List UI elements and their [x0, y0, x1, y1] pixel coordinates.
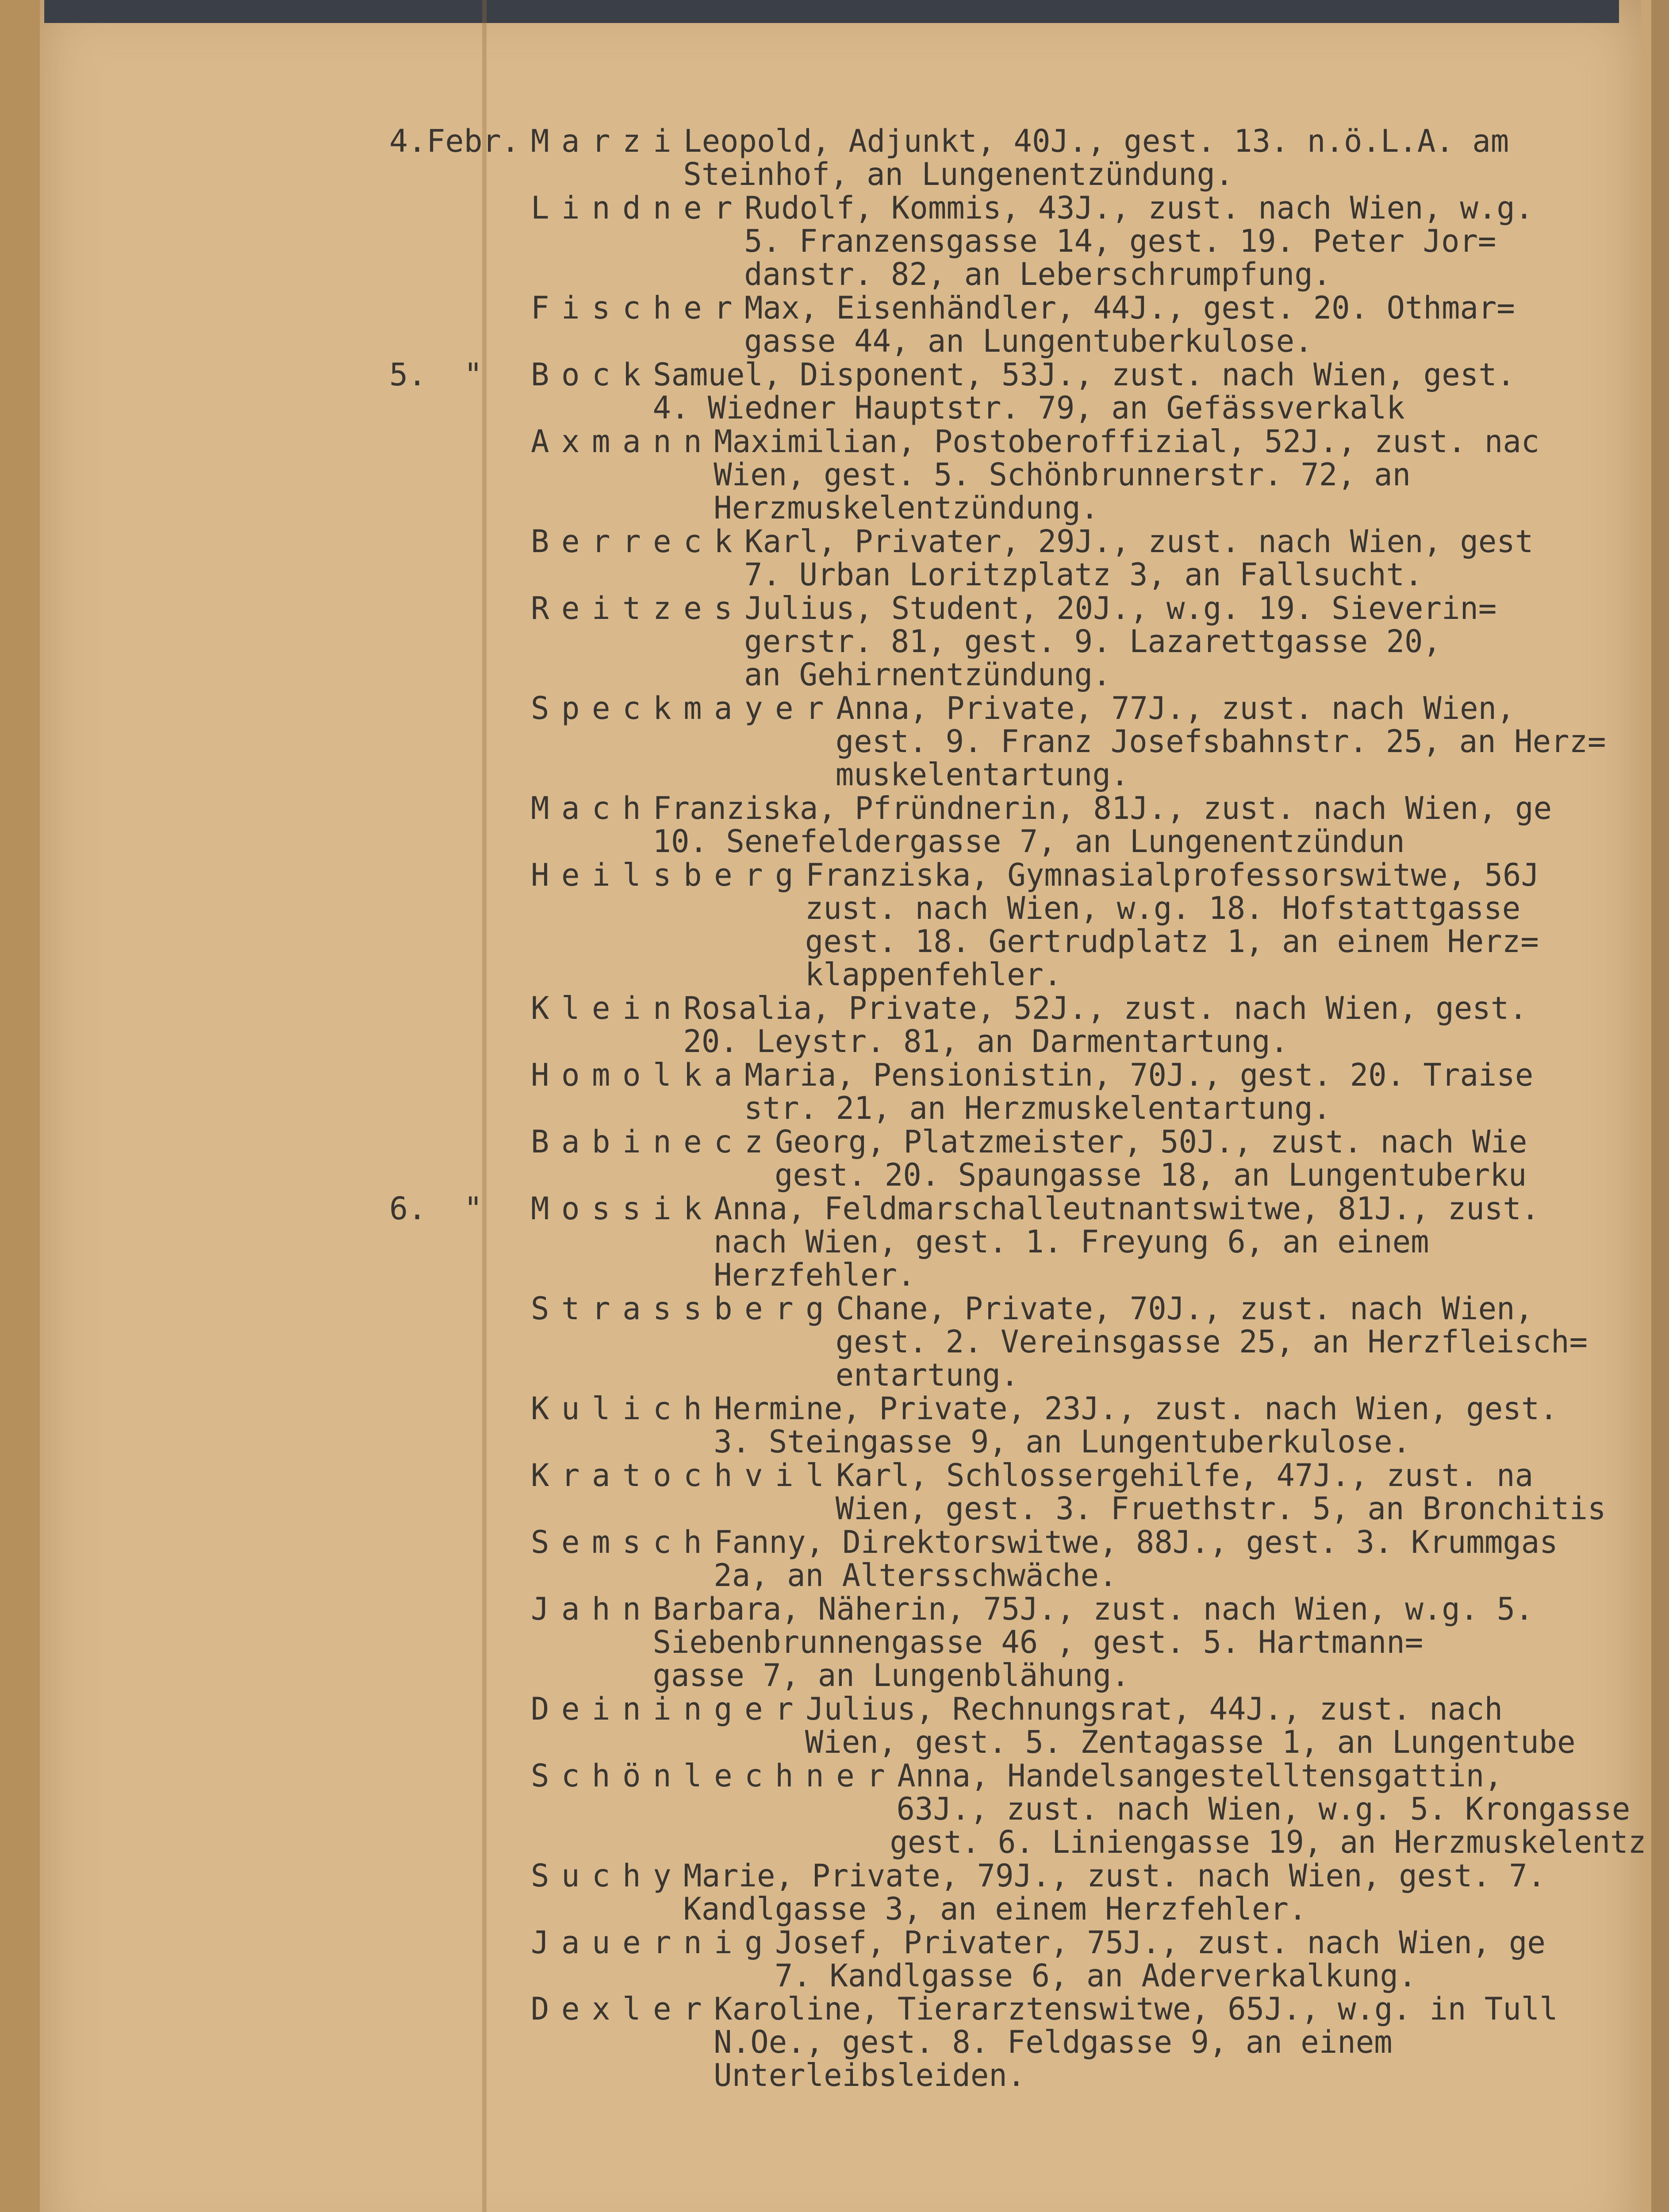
entry-text	[531, 1759, 1663, 1859]
entry-date: 5. "	[389, 356, 483, 393]
entry-first-line	[531, 1125, 1527, 1159]
entry-text	[531, 292, 1663, 358]
entry-continuation-line: danstr. 82, an Leberschrumpfung.	[744, 256, 1331, 292]
entry-surname: Homolka	[531, 1057, 745, 1094]
entry-surname: Suchy	[531, 1857, 684, 1894]
entry-first-line	[531, 592, 1496, 625]
entry-text	[531, 358, 1663, 425]
entry-first-line	[531, 1192, 1539, 1225]
entry-continuation-line: zust. nach Wien, w.g. 18. Hofstattgasse	[805, 890, 1521, 926]
entry-continuation-line: an Gehirnentzündung.	[744, 656, 1111, 693]
entry-first-line	[531, 525, 1533, 558]
entry-continuation-line: entartung.	[835, 1357, 1019, 1393]
entry-text	[531, 1926, 1663, 1993]
entry-line-text: Chane, Private, 70J., zust. nach Wien,	[836, 1290, 1534, 1327]
entry-first-line	[531, 189, 1534, 226]
entry-surname: Speckmayer	[531, 690, 836, 726]
entry-surname: Mossik	[531, 1190, 714, 1227]
entry-continuation-line: 20. Leystr. 81, an Darmentartung.	[683, 1023, 1289, 1060]
entry-surname: Strassberg	[531, 1290, 836, 1327]
entry-first-line	[531, 1926, 1546, 1959]
entry-line-text: Leopold, Adjunkt, 40J., gest. 13. n.ö.L.A. am	[683, 123, 1509, 159]
entry-surname: Fischer	[531, 290, 745, 326]
entry-line-text: Franziska, Pfründnerin, 81J., zust. nach Wien, ge	[653, 790, 1552, 826]
entry-text	[531, 189, 1663, 292]
entry-continuation-line: Herzfehler.	[714, 1256, 916, 1293]
entry-continuation-line: gest. 2. Vereinsgasse 25, an Herzfleisch=	[835, 1324, 1588, 1360]
entry-first-line	[531, 1590, 1534, 1627]
entry-surname: Dexler	[531, 1991, 714, 2028]
entry-continuation-line: 63J., zust. nach Wien, w.g. 5. Krongasse	[896, 1790, 1631, 1827]
entry-first-line	[531, 792, 1552, 825]
entry-line-text: Marie, Private, 79J., zust. nach Wien, gest. 7.	[683, 1857, 1546, 1894]
entry-continuation-line: gasse 44, an Lungentuberkulose.	[744, 323, 1313, 359]
entry-surname: Lindner	[531, 189, 745, 226]
entry-line-text: Samuel, Disponent, 53J., zust. nach Wien, gest.	[653, 356, 1516, 393]
entry-continuation-line: str. 21, an Herzmuskelentartung.	[744, 1090, 1331, 1127]
entry-first-line	[531, 125, 1509, 158]
entry-continuation-line: Wien, gest. 5. Schönbrunnerstr. 72, an	[714, 456, 1411, 493]
entry-text	[531, 1590, 1663, 1694]
entry-continuation-line: 5. Franzensgasse 14, gest. 19. Peter Jor=	[744, 223, 1496, 259]
entry-line-text: Julius, Rechnungsrat, 44J., zust. nach	[806, 1690, 1503, 1727]
entry-surname: Semsch	[531, 1524, 714, 1560]
entry-text	[531, 525, 1663, 591]
entry-first-line	[531, 1993, 1558, 2026]
entry-text	[531, 592, 1663, 691]
entry-text	[531, 1993, 1663, 2092]
entry-first-line	[531, 1059, 1533, 1092]
entry-text	[531, 856, 1663, 993]
entry-line-text: Max, Eisenhändler, 44J., gest. 20. Othmar=	[744, 290, 1515, 326]
entry-line-text: Rosalia, Private, 52J., zust. nach Wien, gest.	[683, 990, 1527, 1027]
entry-continuation-line: Herzmuskelentzündung.	[714, 489, 1099, 526]
entry-line-text: Maria, Pensionistin, 70J., gest. 20. Traise	[744, 1057, 1534, 1094]
entry-line-text: Anna, Handelsangestelltensgattin,	[897, 1757, 1503, 1794]
entry-text	[531, 1526, 1663, 1592]
entry-first-line	[531, 1690, 1503, 1727]
entry-surname: Reitzes	[531, 590, 745, 626]
entry-text	[531, 425, 1663, 525]
entry-surname: Bock	[531, 356, 653, 393]
entry-continuation-line: 7. Urban Loritzplatz 3, an Fallsucht.	[744, 556, 1423, 593]
entry-date: 6. "	[389, 1190, 483, 1227]
entry-first-line	[531, 1526, 1558, 1559]
entry-continuation-line: gest. 20. Spaungasse 18, an Lungentuberku	[775, 1157, 1527, 1193]
entry-continuation-line: Unterleibsleiden.	[714, 2057, 1026, 2094]
entry-line-text: Fanny, Direktorswitwe, 88J., gest. 3. Krummgas	[714, 1524, 1558, 1560]
entry-continuation-line: nach Wien, gest. 1. Freyung 6, an einem	[714, 1223, 1429, 1260]
entry-text	[531, 692, 1663, 791]
entry-first-line	[531, 1392, 1558, 1425]
entry-continuation-line: Siebenbrunnengasse 46 , gest. 5. Hartmann=	[652, 1624, 1423, 1660]
entry-text	[531, 1392, 1663, 1459]
entry-line-text: Karoline, Tierarztenswitwe, 65J., w.g. in Tull	[714, 1991, 1558, 2028]
entry-line-text: Franziska, Gymnasialprofessorswitwe, 56J	[806, 856, 1539, 893]
entry-line-text: Hermine, Private, 23J., zust. nach Wien, gest.	[714, 1390, 1558, 1427]
entry-line-text: Rudolf, Kommis, 43J., zust. nach Wien, w.g.	[744, 189, 1534, 226]
entry-text	[531, 1690, 1663, 1760]
entry-date: 4.Febr.	[389, 123, 520, 159]
entry-continuation-line: 4. Wiedner Hauptstr. 79, an Gefässverkalk	[652, 389, 1405, 426]
entry-continuation-line: gest. 18. Gertrudplatz 1, an einem Herz=	[805, 923, 1539, 960]
entry-first-line	[531, 1859, 1546, 1893]
entry-surname: Mach	[531, 790, 653, 826]
entry-continuation-line: gest. 9. Franz Josefsbahnstr. 25, an Herz=	[835, 723, 1606, 760]
entry-text	[531, 1125, 1663, 1192]
entry-line-text: Karl, Schlossergehilfe, 47J., zust. na	[836, 1457, 1534, 1494]
entry-first-line	[531, 856, 1539, 893]
entry-surname: Kulich	[531, 1390, 714, 1427]
entry-line-text: Anna, Feldmarschalleutnantswitwe, 81J., zust.	[714, 1190, 1540, 1227]
entry-continuation-line: 2a, an Altersschwäche.	[714, 1557, 1117, 1594]
entry-text	[531, 992, 1663, 1058]
entry-first-line	[531, 1759, 1503, 1793]
entry-continuation-line: klappenfehler.	[805, 956, 1062, 993]
entry-continuation-line: Wien, gest. 5. Zentagasse 1, an Lungentube	[805, 1724, 1576, 1760]
entry-surname: Kratochvil	[531, 1457, 836, 1494]
entry-continuation-line: muskelentartung.	[835, 756, 1129, 793]
entry-surname: Deininger	[531, 1690, 806, 1727]
entry-surname: Heilsberg	[531, 856, 806, 893]
entry-text	[531, 1292, 1663, 1392]
entry-first-line	[531, 692, 1515, 725]
entry-line-text: Barbara, Näherin, 75J., zust. nach Wien, w.g. 5.	[653, 1590, 1534, 1627]
entry-continuation-line: 10. Senefeldergasse 7, an Lungenentzündun	[652, 823, 1405, 860]
entry-line-text: Anna, Private, 77J., zust. nach Wien,	[836, 690, 1515, 726]
entry-surname: Marzi	[531, 123, 684, 159]
entry-text	[531, 1059, 1663, 1125]
entry-continuation-line: gest. 6. Liniengasse 19, an Herzmuskelentz	[890, 1824, 1646, 1860]
entry-line-text: Josef, Privater, 75J., zust. nach Wien, ge	[775, 1924, 1546, 1961]
entry-first-line	[531, 292, 1515, 325]
entry-continuation-line: Steinhof, an Lungenentzündung.	[683, 156, 1234, 192]
entry-line-text: Georg, Platzmeister, 50J., zust. nach Wie	[775, 1124, 1527, 1160]
entry-text	[531, 1859, 1663, 1926]
entry-continuation-line: 7. Kandlgasse 6, an Aderverkalkung.	[775, 1957, 1417, 1994]
entry-first-line	[531, 992, 1527, 1025]
entry-surname: Berreck	[531, 523, 745, 560]
entry-first-line	[531, 1292, 1533, 1325]
entry-line-text: Julius, Student, 20J., w.g. 19. Sieverin=	[744, 590, 1497, 626]
entry-text	[531, 125, 1663, 191]
entry-line-text: Karl, Privater, 29J., zust. nach Wien, gest	[744, 523, 1534, 560]
entry-surname: Jahn	[531, 1590, 653, 1627]
entry-text	[531, 792, 1663, 858]
entry-surname: Jauernig	[531, 1924, 775, 1961]
entry-surname: Axmann	[531, 423, 714, 460]
entry-continuation-line: 3. Steingasse 9, an Lungentuberkulose.	[714, 1424, 1411, 1460]
entry-continuation-line: Kandlgasse 3, an einem Herzfehler.	[683, 1890, 1307, 1927]
entry-continuation-line: gerstr. 81, gest. 9. Lazarettgasse 20,	[744, 623, 1442, 660]
entry-text	[531, 1192, 1663, 1292]
entry-continuation-line: Wien, gest. 3. Fruethstr. 5, an Bronchitis	[835, 1490, 1606, 1527]
entry-continuation-line: gasse 7, an Lungenblähung.	[652, 1657, 1130, 1694]
entry-continuation-line: N.Oe., gest. 8. Feldgasse 9, an einem	[714, 2024, 1393, 2061]
entry-first-line	[531, 1459, 1533, 1492]
entry-first-line	[531, 358, 1515, 392]
entry-line-text: Maximilian, Postoberoffizial, 52J., zust. nac	[714, 423, 1540, 460]
entry-surname: Klein	[531, 990, 684, 1027]
entry-surname: Schönlechner	[531, 1757, 898, 1794]
entry-first-line	[531, 425, 1539, 458]
entry-text	[531, 1459, 1663, 1525]
entry-surname: Babinecz	[531, 1124, 775, 1160]
